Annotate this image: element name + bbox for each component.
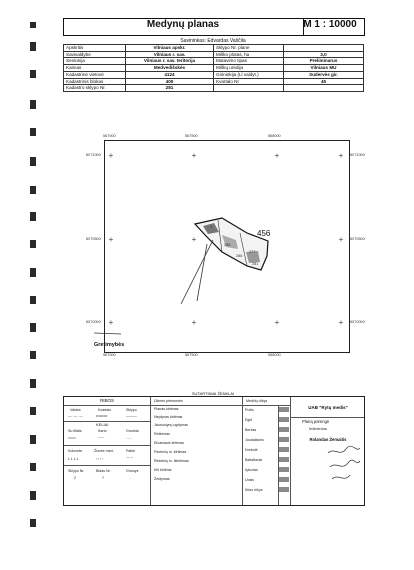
owner-line: Savininkas: Edvardas Vaščila — [180, 38, 246, 44]
info-value: 45 — [284, 78, 364, 85]
symbol-name: Kiti kirtimai — [154, 468, 172, 472]
coord-right: 6071000 — [350, 153, 365, 157]
road-header: Karto — [98, 429, 107, 433]
species-swatch — [279, 437, 289, 442]
stand-label: 285 — [224, 243, 231, 247]
coord-top: 567000 — [103, 134, 116, 138]
coord-left: 6070000 — [86, 320, 101, 324]
feature-symbol: L L L L — [68, 457, 79, 461]
symbol-name: Einamasis kirtimas — [154, 441, 184, 445]
road-header: Su tiltais — [68, 429, 82, 433]
species-name: Ąžuolas — [245, 468, 258, 472]
coord-left: 6071000 — [86, 153, 101, 157]
boundary-symbol: ••••••••• — [96, 414, 108, 418]
symbol-name: Ūkinės priemonės — [154, 399, 183, 403]
species-name: Uosis — [245, 478, 254, 482]
info-label: Girininkija (Ll valdyt.) — [214, 71, 284, 78]
roads-title: KELIAI — [96, 422, 109, 427]
road-symbol: ═══ — [68, 436, 76, 440]
code-value: 2 — [74, 476, 76, 480]
legend-divider — [290, 397, 291, 505]
coord-right: 6070000 — [350, 320, 365, 324]
info-label: Miškų urėdija — [214, 65, 284, 72]
ribos-header: Kvartalo — [98, 408, 112, 412]
species-swatch — [279, 417, 289, 422]
legend-divider — [150, 397, 151, 505]
species-name: Beržas — [245, 428, 257, 432]
grid-cross-icon: + — [191, 151, 197, 160]
grid-cross-icon: + — [108, 318, 114, 327]
legend-box — [63, 396, 365, 506]
grid-cross-icon: + — [338, 235, 344, 244]
feature-symbol: ⌒⌒ — [126, 457, 134, 461]
code-header: Bidas Nr. — [96, 469, 111, 473]
grid-cross-icon: + — [274, 318, 280, 327]
coord-right: 6070500 — [350, 237, 365, 241]
species-name: Juodalksnis — [245, 438, 264, 442]
preparer-role: Inžinierius — [309, 426, 328, 431]
info-value: Vilniaus apskr. — [126, 45, 214, 52]
feature-header: Kolovete — [68, 449, 82, 453]
prepared-by-label: Planą parengė — [302, 419, 330, 424]
neighbor-boundary — [181, 240, 213, 304]
grid-cross-icon: + — [274, 151, 280, 160]
grid-cross-icon: + — [191, 318, 197, 327]
info-label: Miško plotas, ha — [214, 51, 284, 58]
symbol-name: Neplynas kirtimas — [154, 415, 183, 419]
road-symbol: - - - — [126, 436, 132, 440]
grid-cross-icon: + — [108, 151, 114, 160]
symbol-name: Rinktinių m. iškirtimas — [154, 459, 189, 463]
road-symbol: ~~~ — [98, 436, 105, 440]
coord-bottom: 567500 — [185, 353, 198, 357]
neighbor-boundary — [94, 333, 121, 334]
company-name: UAB "Rytų medis" — [308, 405, 348, 410]
symbol-name: Planas kirtimas — [154, 407, 179, 411]
info-label: Apskritis — [64, 45, 126, 52]
grid-cross-icon: + — [191, 235, 197, 244]
coord-bottom: 568000 — [268, 353, 281, 357]
legend-rule — [64, 465, 150, 466]
feature-header: Palkė — [126, 449, 135, 453]
symbol-name: Želdymas — [154, 477, 170, 481]
info-label: Savivaldybė — [64, 51, 126, 58]
symbol-name: Retinimas — [154, 432, 170, 436]
map-scale: M 1 : 10000 — [303, 19, 357, 30]
coord-top: 568000 — [268, 134, 281, 138]
species-name: Eglė — [245, 418, 253, 422]
neighbor-boundary — [197, 244, 207, 301]
symbol-name: Jaunuolynų ugdymas — [154, 423, 188, 427]
info-value: Sudervės gir. — [284, 71, 364, 78]
coord-left: 6070500 — [86, 237, 101, 241]
legend-title: SUTARTINIAI ŽENKLAI — [191, 391, 235, 396]
info-value: Medvedišskės — [126, 65, 214, 72]
species-swatch — [279, 427, 289, 432]
grid-cross-icon: + — [338, 151, 344, 160]
grid-cross-icon: + — [338, 318, 344, 327]
feature-symbol: ↑↑↑↑ — [96, 457, 104, 461]
info-label: Kadastrinė vietovė — [64, 71, 126, 78]
coord-bottom: 567000 — [103, 353, 116, 357]
legend-rule — [242, 405, 290, 406]
neighbors-label: Gretimybės — [94, 342, 125, 348]
info-value: 400 — [126, 78, 214, 85]
info-value: Preliminarus — [284, 58, 364, 65]
stand-label: 277 — [249, 250, 256, 254]
legend-divider — [242, 397, 243, 505]
ribos-header: Valdos — [70, 408, 81, 412]
species-name: Baltalksnis — [245, 458, 263, 462]
species-swatch — [279, 407, 289, 412]
info-label: Kaimas — [64, 65, 126, 72]
species-swatch — [279, 487, 289, 492]
stand-label: 3 — [210, 225, 213, 229]
info-label: Kvartalo Nr — [214, 78, 284, 85]
ribos-header: Sklypo — [126, 408, 137, 412]
page-title: Medynų planas — [146, 19, 220, 30]
info-label: Seniūnija — [64, 58, 126, 65]
legend-rule — [64, 445, 150, 446]
info-value: Vilniaus r. sav. — [126, 51, 214, 58]
stand-label: 286 — [236, 254, 243, 258]
species-header: Medžių rūšys — [246, 399, 268, 403]
code-header: Grionys — [126, 469, 139, 473]
preparer-name: Rolandas Žemaitis — [309, 437, 347, 442]
species-swatch — [279, 477, 289, 482]
grid-cross-icon: + — [108, 235, 114, 244]
species-swatch — [279, 447, 289, 452]
info-label: Matavimo tipas — [214, 58, 284, 65]
info-value: 281 — [126, 85, 214, 92]
ribos-title: RIBOS — [99, 398, 114, 403]
info-value: Vilniaus MU — [284, 65, 364, 72]
species-name: Drebulė — [245, 448, 258, 452]
code-value: . — [130, 476, 131, 480]
info-label: Kadastro sklypo Nr. — [64, 85, 126, 92]
parcel-number: 456 — [257, 229, 271, 238]
stand-label: 281 — [252, 262, 259, 266]
species-swatch — [279, 467, 289, 472]
code-value: ? — [102, 476, 104, 480]
species-swatch — [279, 457, 289, 462]
info-value: Vilniaus r. sav. teritorija — [126, 58, 214, 65]
road-header: Grunkia — [126, 429, 139, 433]
code-header: Sklypo Nr. — [68, 469, 85, 473]
species-name: Pušis — [245, 408, 254, 412]
boundary-symbol: ——— — [126, 414, 137, 418]
signature-scribble — [326, 445, 362, 485]
info-label: Sklypo Nr. plane — [214, 45, 284, 52]
info-label: Kadastrinis blokas — [64, 78, 126, 85]
info-value: 4124 — [126, 71, 214, 78]
feature-header: Žiovės med. — [94, 449, 114, 453]
legend-rule — [290, 417, 364, 418]
info-value: 3,0 — [284, 51, 364, 58]
boundary-symbol: — — — — [68, 414, 84, 418]
coord-top: 567500 — [185, 134, 198, 138]
species-name: Kitos rūšys — [245, 488, 263, 492]
symbol-name: Pavienių m. kirtimas — [154, 450, 187, 454]
